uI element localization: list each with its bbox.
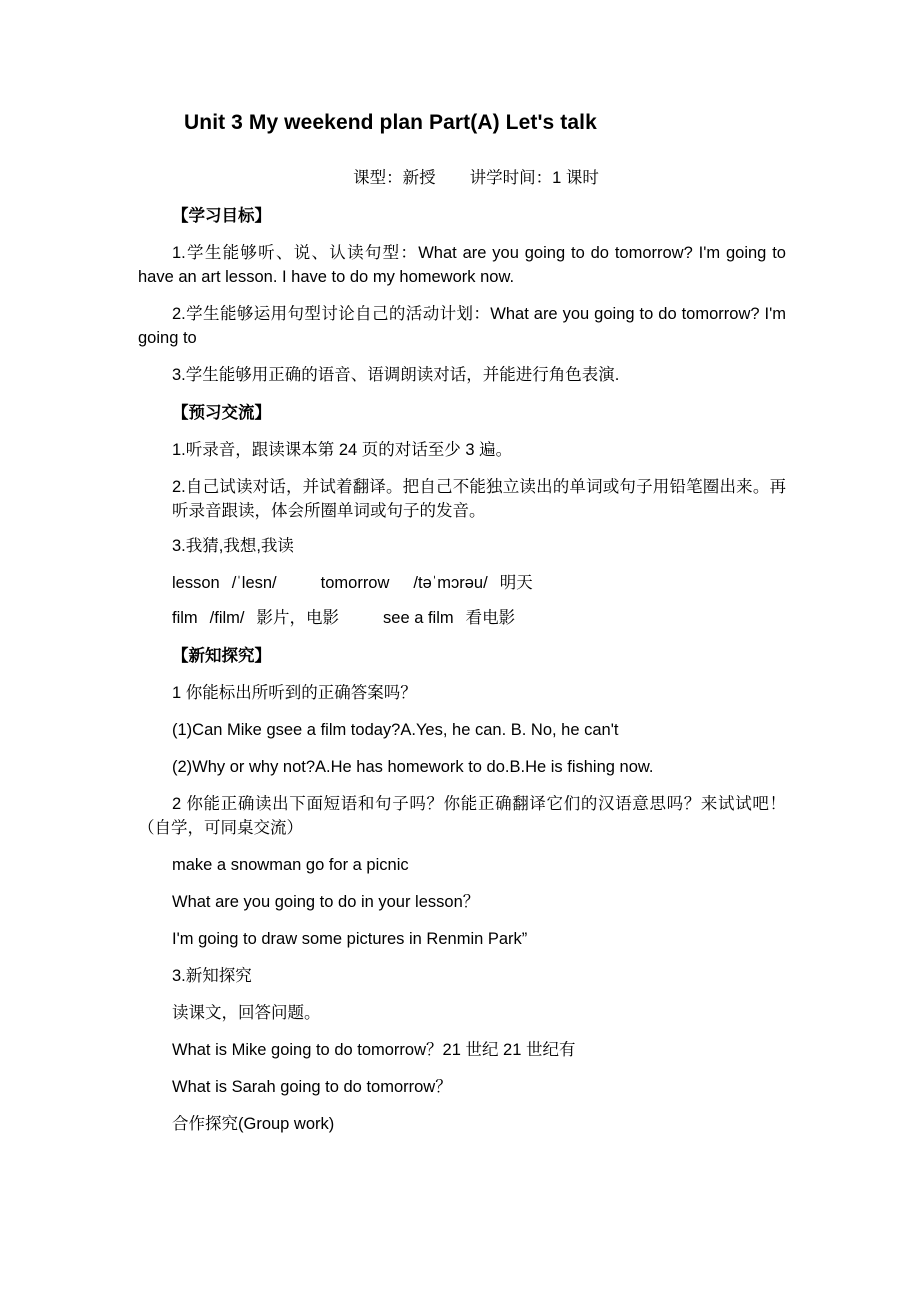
practice-phrase-line: I'm going to draw some pictures in Renmin Park”: [172, 930, 528, 948]
learning-objective-item: 1.学生能够听、说、认读句型：What are you going to do tomorrow? I'm going to have an art lesson. I have to do my homework now.: [138, 244, 786, 286]
document-body: [138, 108, 786, 1136]
vocab-phonetic: /ˈlesn/: [231, 574, 277, 592]
vocab-phonetic: /təˈmɔrəu/: [413, 574, 488, 592]
reading-question-line: What is Sarah going to do tomorrow？: [172, 1078, 452, 1096]
question-prompt-3: 读课文，回答问题。: [172, 1004, 321, 1022]
page-title: Unit 3 My weekend plan Part(A) Let's talk: [184, 111, 597, 134]
practice-phrase-line: What are you going to do in your lesson？: [172, 893, 480, 911]
learning-objective-item: 3.学生能够用正确的语音、语调朗读对话，并能进行角色表演.: [172, 366, 620, 384]
learning-objective-item: 2.学生能够运用句型讨论自己的活动计划：What are you going to do tomorrow? I'm going to: [138, 305, 786, 347]
preview-item: 2.自己试读对话，并试着翻译。把自己不能独立读出的单词或句子用铅笔圈出来。再听录音跟读，体会所圈单词或句子的发音。: [172, 478, 786, 520]
question-option-line: (2)Why or why not?A.He has homework to do.B.He is fishing now.: [172, 758, 654, 776]
vocab-meaning: 影片，电影: [256, 609, 340, 627]
reading-question-line: What is Mike going to do tomorrow？21 世纪 21 世纪有: [172, 1041, 576, 1059]
subsection-heading-new-knowledge: 3.新知探究: [172, 967, 252, 985]
group-work-label: 合作探究(Group work): [172, 1115, 335, 1133]
class-time-label: 讲学时间：1 课时: [469, 169, 599, 187]
vocab-word: see a film: [383, 609, 454, 627]
section-heading-learning-objectives: 【学习目标】: [172, 207, 271, 225]
vocab-line: [172, 571, 786, 595]
vocab-meaning: 明天: [499, 574, 533, 592]
document-subtitle: [138, 166, 786, 190]
section-heading-new-knowledge-inquiry: 【新知探究】: [172, 647, 271, 665]
question-option-line: (1)Can Mike gsee a film today?A.Yes, he can. B. No, he can't: [172, 721, 619, 739]
preview-item: 1.听录音，跟读课本第 24 页的对话至少 3 遍。: [172, 441, 513, 459]
vocab-word: tomorrow: [320, 574, 390, 592]
question-prompt-1: 1 你能标出所听到的正确答案吗？: [172, 684, 417, 702]
vocab-meaning: 看电影: [465, 609, 516, 627]
course-type-label: 课型：新授: [353, 169, 436, 187]
practice-phrase-line: make a snowman go for a picnic: [172, 856, 409, 874]
vocab-phonetic: /film/: [209, 609, 245, 627]
section-heading-preview-exchange: 【预习交流】: [172, 404, 271, 422]
vocab-word: film: [172, 609, 198, 627]
question-prompt-2: 2 你能正确读出下面短语和句子吗？你能正确翻译它们的汉语意思吗？来试试吧！（自学，可同桌交流）: [138, 795, 786, 837]
vocab-line: [172, 606, 786, 630]
vocab-word: lesson: [172, 574, 220, 592]
preview-item: 3.我猜,我想,我读: [172, 537, 294, 555]
